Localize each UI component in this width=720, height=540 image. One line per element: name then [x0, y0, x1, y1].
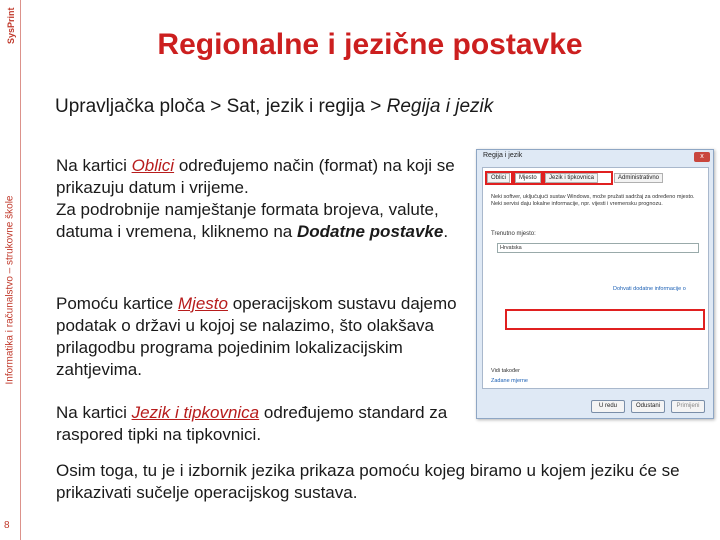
paragraph-jezik [56, 402, 456, 446]
keyword-dodatne-postavke: Dodatne postavke [296, 222, 444, 241]
more-info-link[interactable]: Dohvati dodatne informacije o [613, 286, 686, 292]
course-name: Informatika i računalstvo – strukovne škole [4, 195, 16, 385]
tab-administrativno[interactable]: Administrativno [614, 173, 663, 183]
p3-text-a: Na kartici [56, 403, 132, 422]
keyword-oblici: Oblici [131, 156, 175, 175]
ok-button[interactable]: U redu [591, 400, 625, 413]
mjesto-highlight [513, 171, 543, 185]
p3-text-b: određujemo standard za raspored tipki na tipkovnici. [56, 403, 448, 444]
dialog-description: Neki softver, uključujući sustav Windows, može pružati sadržaj za određeno mjesto. Neki servisi daju lokalne informacije, npr. vijesti i vremensku prognozu. [491, 194, 695, 207]
breadcrumb [55, 96, 493, 118]
paragraph-izbornik: Osim toga, tu je i izbornik jezika prikaza pomoću kojeg biramo u kojem jeziku će se prikazivati sučelje operacijskog sustava. [56, 461, 680, 502]
see-also-label: Vidi također [491, 368, 520, 374]
tab-jezik-i-tipkovnica[interactable]: Jezik i tipkovnica [545, 173, 598, 183]
keyword-mjesto: Mjesto [177, 294, 228, 313]
oblici-highlight [485, 171, 513, 185]
breadcrumb-path: Upravljačka ploča > Sat, jezik i regija > [55, 96, 387, 117]
page-number: 8 [4, 520, 10, 531]
p2-text-a: Pomoću kartice [56, 294, 178, 313]
slide-title: Regionalne i jezične postavke [157, 28, 583, 61]
close-icon[interactable]: x [694, 152, 710, 162]
paragraph-oblici [56, 155, 456, 243]
apply-button[interactable]: Primijeni [671, 400, 705, 413]
region-language-dialog [476, 149, 714, 419]
dialog-body [482, 167, 709, 389]
p1-text-c: Za podrobnije namještanje formata brojeva, valute, datuma i vremena, kliknemo na [56, 200, 439, 241]
p1-text-b: određujemo način (format) na koji se prikazuju datum i vrijeme. [56, 156, 455, 197]
tab-oblici[interactable]: Oblici [487, 173, 510, 183]
sidebar-divider [20, 0, 21, 540]
breadcrumb-current: Regija i jezik [386, 96, 494, 117]
dialog-title: Regija i jezik [483, 152, 523, 159]
jezik-highlight [543, 171, 613, 185]
location-select[interactable]: Hrvatska [497, 243, 699, 253]
dodatne-postavke-highlight [505, 309, 705, 330]
cancel-button[interactable]: Odustani [631, 400, 665, 413]
keyword-jezik-i-tipkovnica: Jezik i tipkovnica [131, 403, 260, 422]
paragraph-mjesto [56, 293, 466, 381]
p2-text-b: operacijskom sustavu dajemo podatak o državi u kojoj se nalazimo, što olakšava prilagodbu programa pojedinim lokalizacijskim zahtjevima. [56, 294, 457, 379]
default-units-link[interactable]: Zadane mjerne [491, 378, 528, 384]
logo-text: SysPrint [6, 7, 16, 44]
p1-text-d: . [443, 222, 449, 241]
tab-mjesto[interactable]: Mjesto [515, 173, 541, 183]
p1-text-a: Na kartici [56, 156, 132, 175]
location-label: Trenutno mjesto: [491, 231, 536, 237]
